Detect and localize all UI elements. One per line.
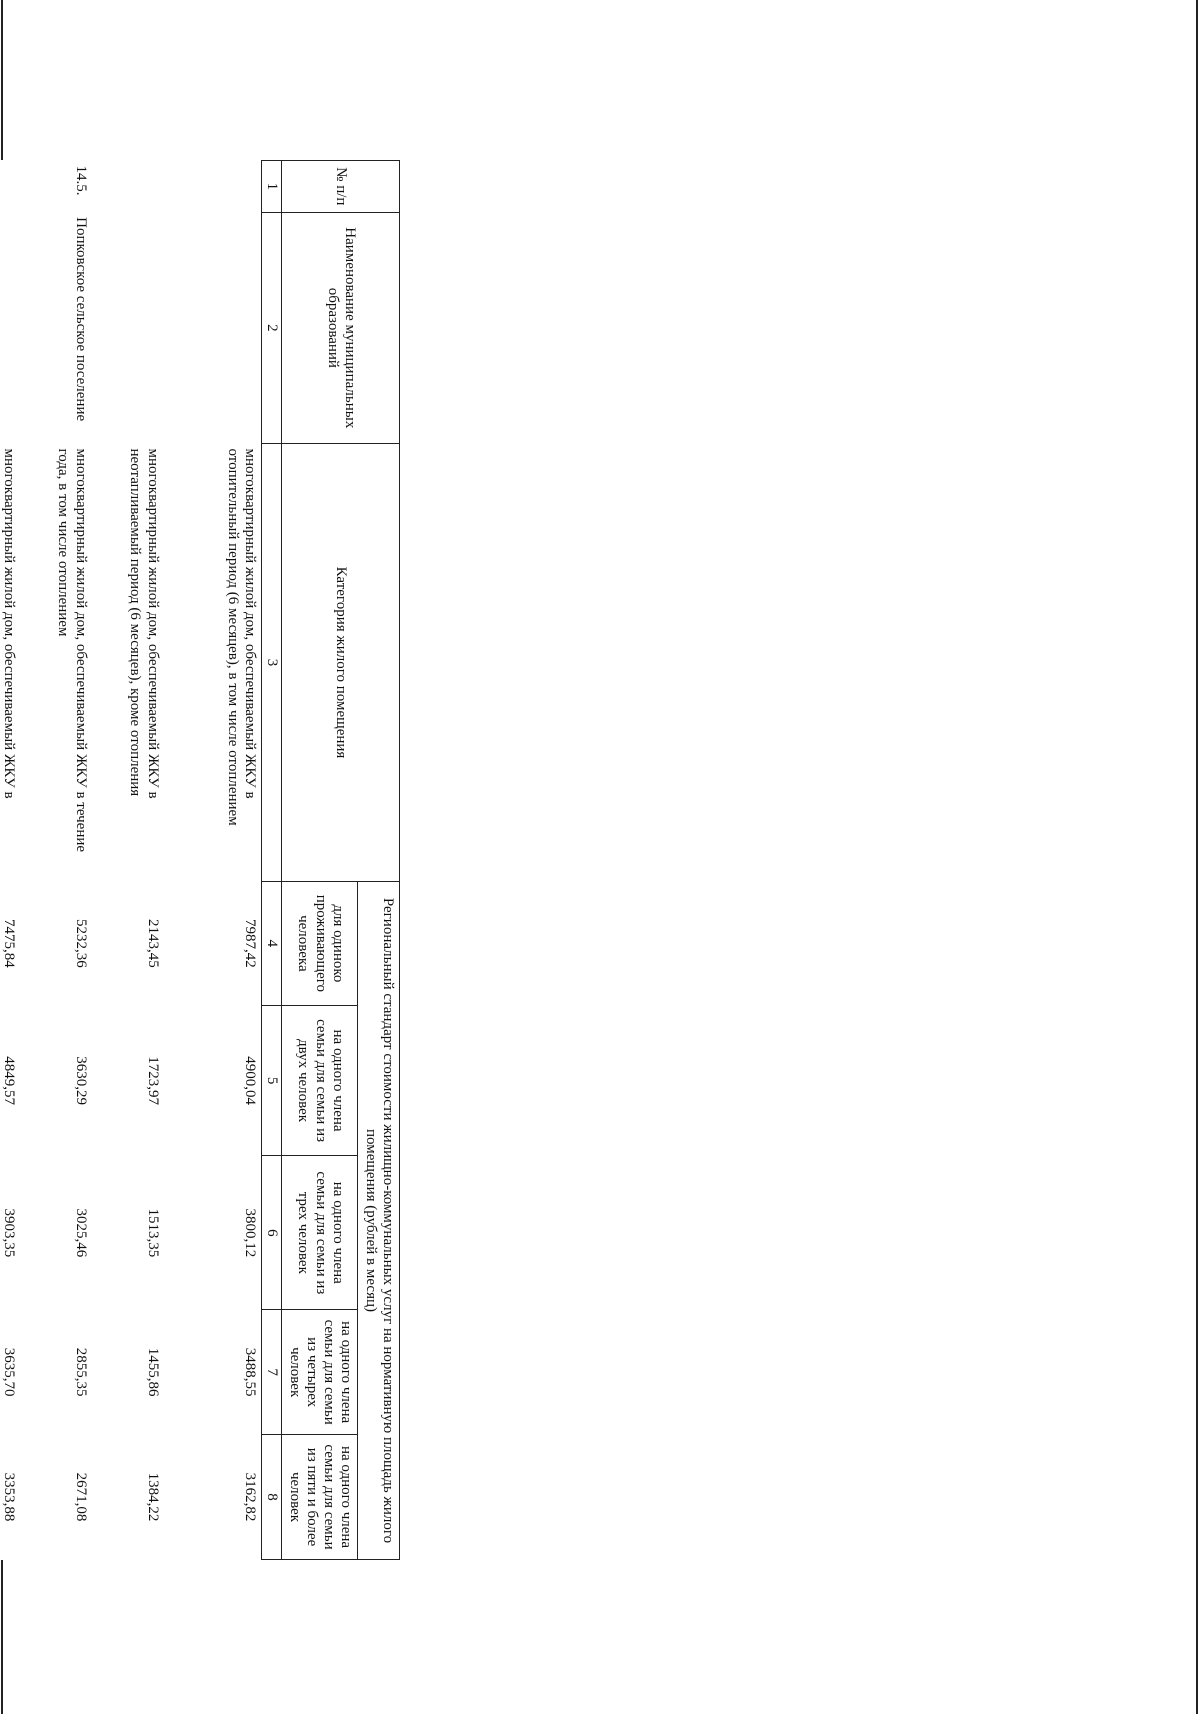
- municipality-name: Попковское сельское поселение: [72, 217, 89, 422]
- housing-category: многоквартирный жилой дом, обеспечиваемый ЖКУ в отопительный период (6 месяцев), в том числе отоплением: [225, 448, 259, 826]
- value-single: 7475,84: [0, 918, 17, 968]
- table-header: [262, 161, 400, 1560]
- municipality-name: [164, 212, 262, 443]
- housing-category: многоквартирный жилой дом, обеспечиваемый ЖКУ в течение года, в том числе отоплением: [55, 448, 89, 853]
- value-two: 1723,97: [144, 1056, 161, 1105]
- column-number: 5: [262, 1005, 282, 1156]
- header-no: № п/п: [282, 161, 400, 213]
- column-number: 6: [262, 1156, 282, 1310]
- row-number: 14.5.: [72, 165, 89, 196]
- housing-category: многоквартирный жилой дом, обеспечиваемый ЖКУ в: [0, 448, 17, 799]
- column-number: 1: [262, 161, 282, 213]
- value-four: 1455,86: [144, 1347, 161, 1397]
- value-single: 5232,36: [72, 918, 89, 968]
- value-three: 3903,35: [0, 1208, 17, 1258]
- housing-standard-table: [0, 160, 400, 1560]
- table-row: [0, 161, 20, 1560]
- value-three: 3800,12: [242, 1208, 259, 1258]
- value-two: 3630,29: [72, 1056, 89, 1105]
- row-number: [0, 161, 20, 213]
- housing-category: многоквартирный жилой дом, обеспечиваемый ЖКУ в неотапливаемый период (6 месяцев), кроме отопления: [127, 448, 161, 799]
- header-family-of-three: на одного члена семьи для семьи из трех человек: [282, 1156, 358, 1310]
- header-family-of-two: на одного члена семьи для семьи из двух человек: [282, 1005, 358, 1156]
- table-row: [92, 161, 164, 1560]
- value-two: 4900,04: [242, 1056, 259, 1105]
- value-five-plus: 1384,22: [144, 1472, 161, 1522]
- column-number: 3: [262, 444, 282, 882]
- column-number: 2: [262, 212, 282, 443]
- value-two: 4849,57: [0, 1056, 17, 1105]
- value-four: 3635,70: [0, 1347, 17, 1397]
- municipality-name: [0, 212, 20, 443]
- value-four: 3488,55: [242, 1347, 259, 1397]
- value-five-plus: 3353,88: [0, 1472, 17, 1522]
- value-single: 7987,42: [242, 918, 259, 968]
- value-five-plus: 2671,08: [72, 1472, 89, 1522]
- value-single: 2143,45: [144, 918, 161, 968]
- table-body: [0, 161, 262, 1560]
- municipality-name: [92, 212, 164, 443]
- header-single-person: для одиноко проживающего человека: [282, 881, 358, 1005]
- table-row: [164, 161, 262, 1560]
- header-group: Региональный стандарт стоимости жилищно-коммунальных услуг на нормативную площадь жилого помещения (рублей в месяц): [358, 881, 400, 1559]
- header-name: Наименование муниципальных образований: [282, 212, 400, 443]
- header-family-of-four: на одного члена семьи для семьи из четырех человек: [282, 1310, 358, 1435]
- header-family-of-five-plus: на одного члена семьи для семьи из пяти и более человек: [282, 1435, 358, 1560]
- column-number: 8: [262, 1435, 282, 1560]
- column-numbers-row: [262, 161, 282, 1560]
- column-number: 4: [262, 881, 282, 1005]
- value-four: 2855,35: [72, 1347, 89, 1397]
- header-category: Категория жилого помещения: [282, 444, 400, 882]
- value-three: 3025,46: [72, 1208, 89, 1258]
- table-row: [20, 161, 92, 1560]
- row-number: [164, 161, 262, 213]
- column-number: 7: [262, 1310, 282, 1435]
- row-number: [92, 161, 164, 213]
- value-three: 1513,35: [144, 1208, 161, 1258]
- value-five-plus: 3162,82: [242, 1472, 259, 1522]
